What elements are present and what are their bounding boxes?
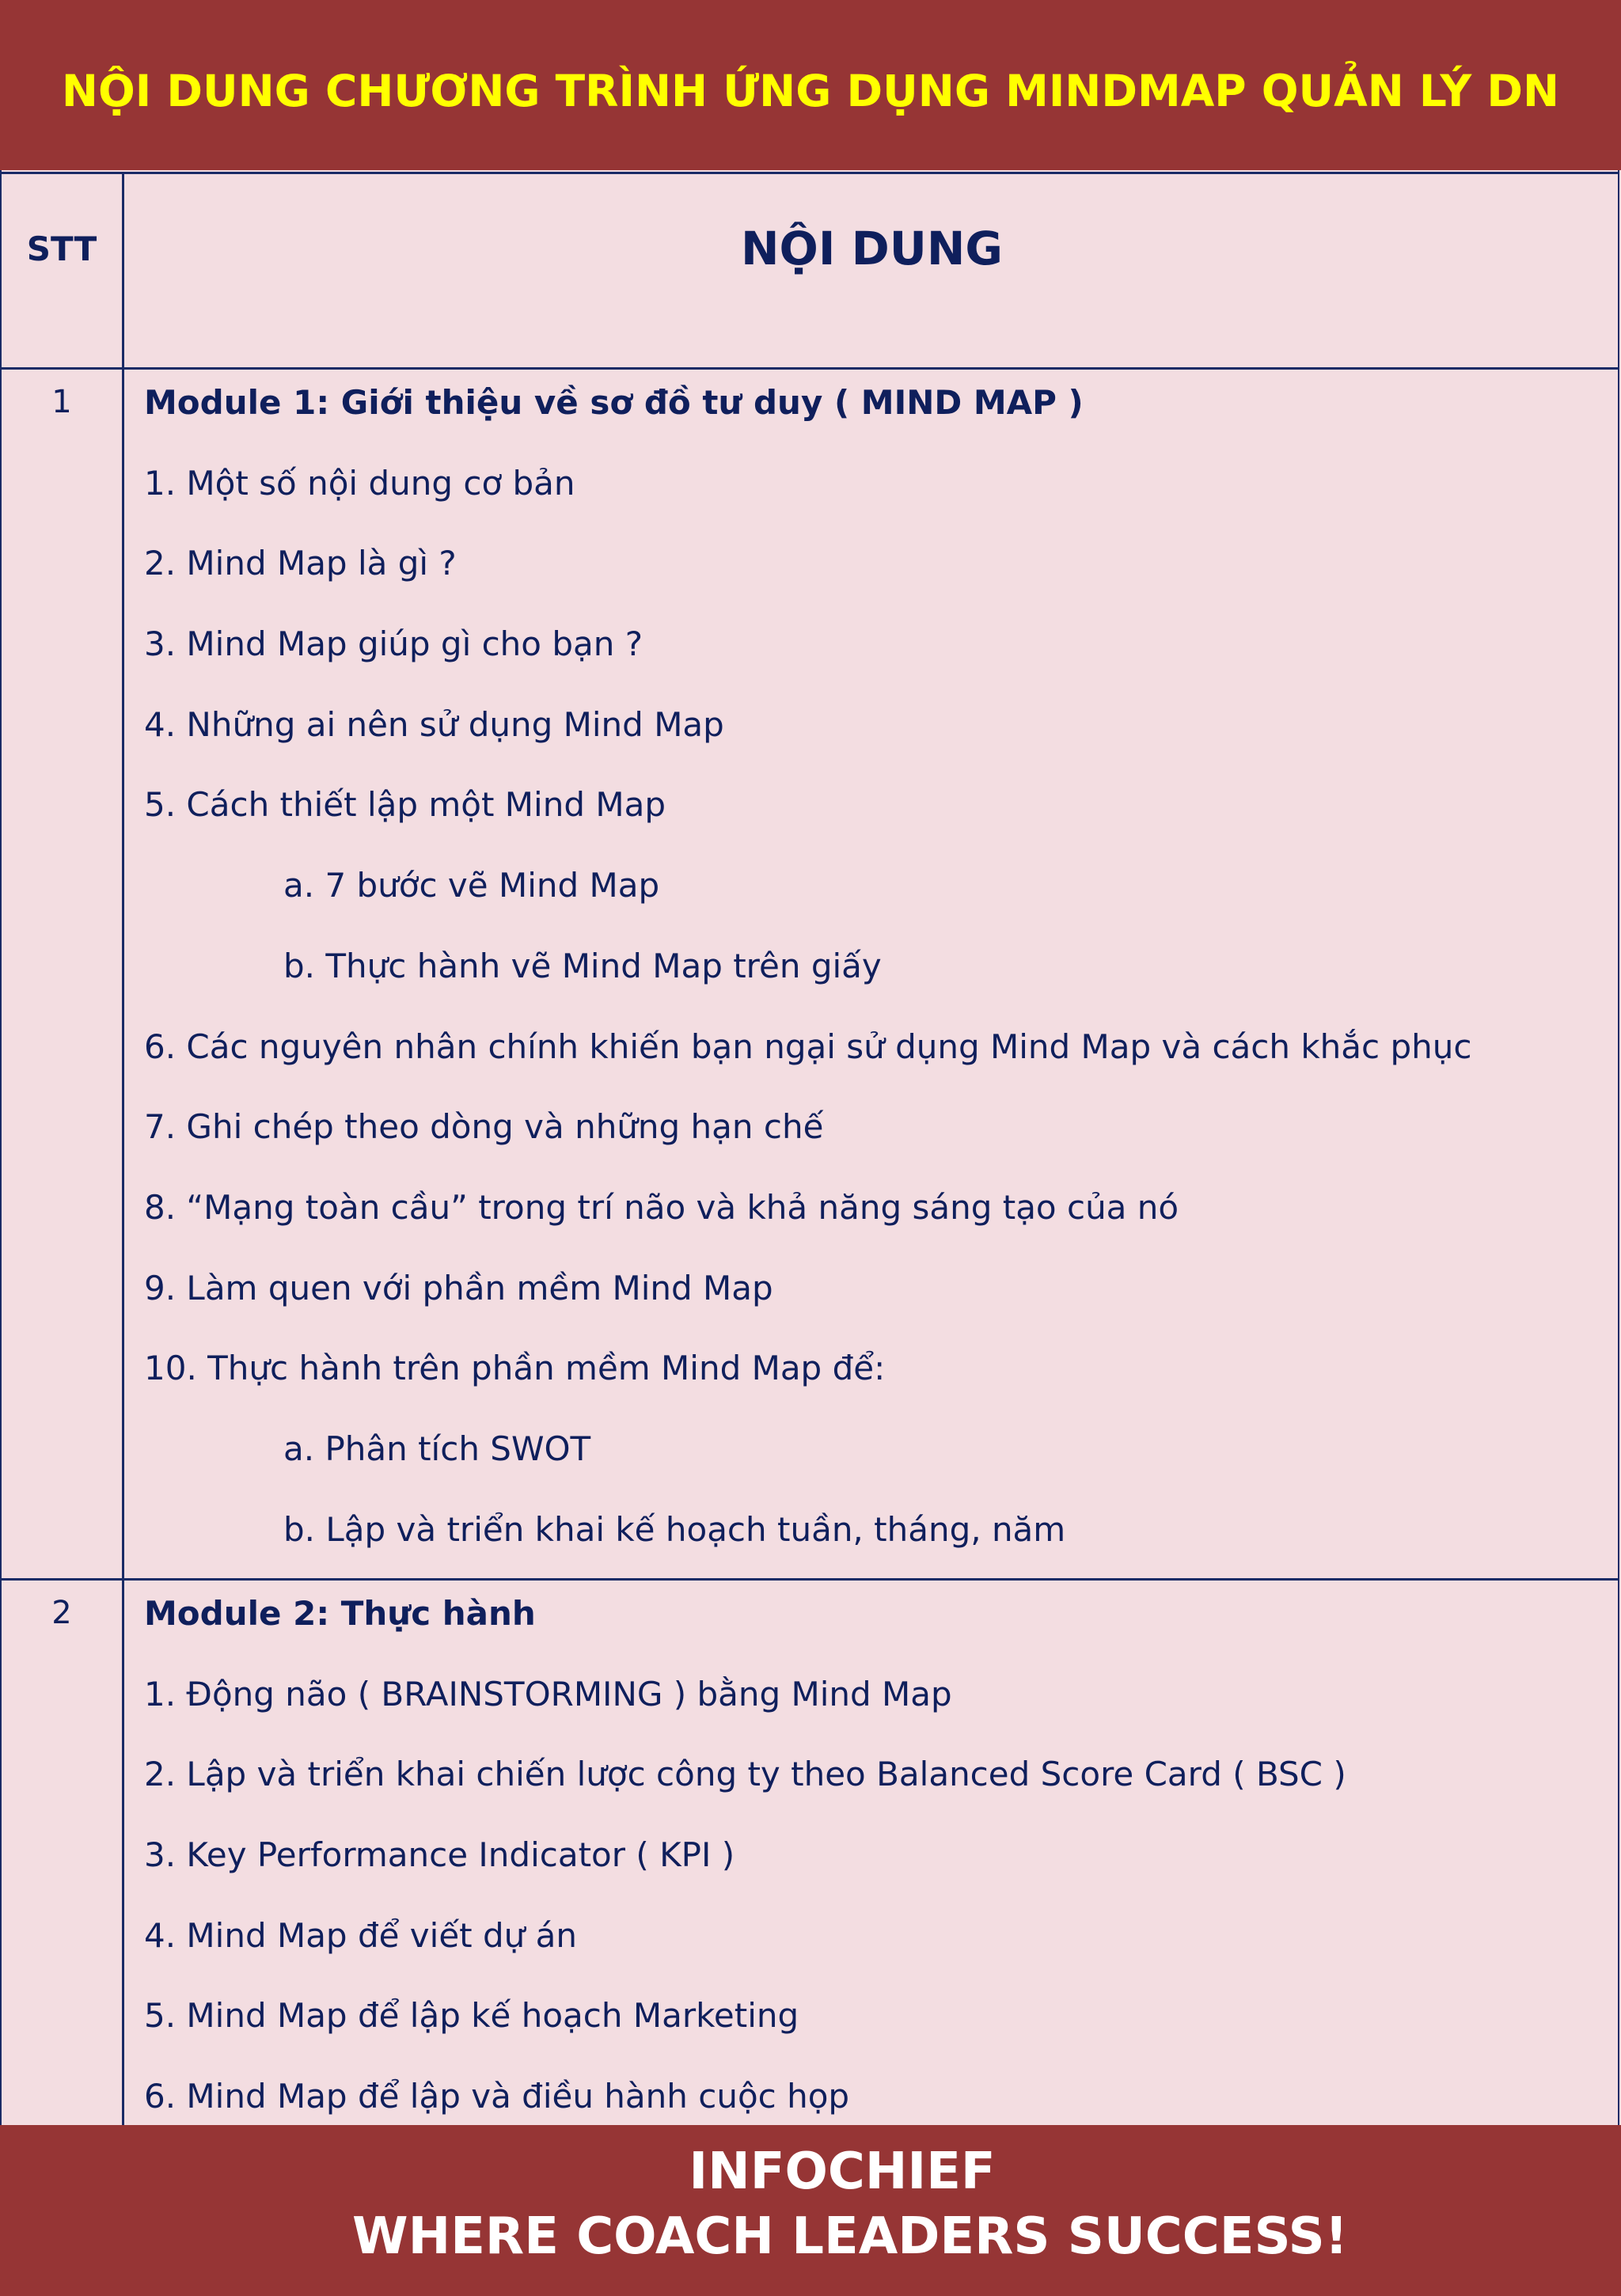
sub-list-item: b. Thực hành vẽ Mind Map trên giấy: [283, 946, 882, 985]
sub-list-item: b. Lập và triển khai kế hoạch tuần, tháng, năm: [283, 1509, 1066, 1549]
list-item: 3. Key Performance Indicator ( KPI ): [144, 1835, 735, 1875]
list-item: 3. Mind Map giúp gì cho bạn ?: [144, 624, 643, 664]
list-item: 7. Ghi chép theo dòng và những hạn chế: [144, 1107, 824, 1147]
column-header-content: NỘI DUNG: [740, 222, 1003, 275]
list-item: 1. Động não ( BRAINSTORMING ) bằng Mind Map: [144, 1674, 952, 1713]
brand-name: INFOCHIEF: [689, 2142, 996, 2201]
sub-list-item: a. Phân tích SWOT: [283, 1429, 591, 1468]
module-content: [144, 1590, 1604, 2154]
table-header-row: [2, 172, 1619, 370]
list-item: 9. Làm quen với phần mềm Mind Map: [144, 1268, 773, 1307]
table-row-module-1: [2, 370, 1619, 1581]
list-item: 1. Một số nội dung cơ bản: [144, 463, 575, 503]
list-item: 2. Lập và triển khai chiến lược công ty theo Balanced Score Card ( BSC ): [144, 1755, 1346, 1794]
list-item: 2. Mind Map là gì ?: [144, 544, 457, 583]
column-header-stt: STT: [26, 230, 97, 268]
list-item: 5. Mind Map để lập kế hoạch Marketing: [144, 1996, 799, 2036]
list-item: 6. Các nguyên nhân chính khiến bạn ngại sử dụng Mind Map và cách khắc phục: [144, 1027, 1472, 1066]
list-item: 8. “Mạng toàn cầu” trong trí não và khả năng sáng tạo của nó: [144, 1187, 1179, 1227]
header-banner: [0, 0, 1621, 170]
list-item: 6. Mind Map để lập và điều hành cuộc họp: [144, 2077, 850, 2116]
content-table: [0, 170, 1619, 2125]
footer-banner: [0, 2125, 1621, 2296]
row-number: 2: [51, 1595, 72, 1631]
row-number: 1: [51, 384, 72, 420]
module-content: [144, 379, 1604, 1586]
module-title: Module 1: Giới thiệu về sơ đồ tư duy ( MIND MAP ): [144, 383, 1084, 422]
slogan: WHERE COACH LEADERS SUCCESS!: [352, 2207, 1348, 2266]
page-title: NỘI DUNG CHƯƠNG TRÌNH ỨNG DỤNG MINDMAP QUẢN LÝ DN: [61, 65, 1560, 116]
table-row-module-2: [2, 1581, 1619, 2125]
module-title: Module 2: Thực hành: [144, 1594, 536, 1633]
list-item: 5. Cách thiết lập một Mind Map: [144, 785, 666, 825]
list-item: 4. Mind Map để viết dự án: [144, 1915, 577, 1955]
list-item: 4. Những ai nên sử dụng Mind Map: [144, 704, 724, 744]
sub-list-item: a. 7 bước vẽ Mind Map: [283, 866, 660, 905]
list-item: 10. Thực hành trên phần mềm Mind Map để:: [144, 1349, 886, 1388]
